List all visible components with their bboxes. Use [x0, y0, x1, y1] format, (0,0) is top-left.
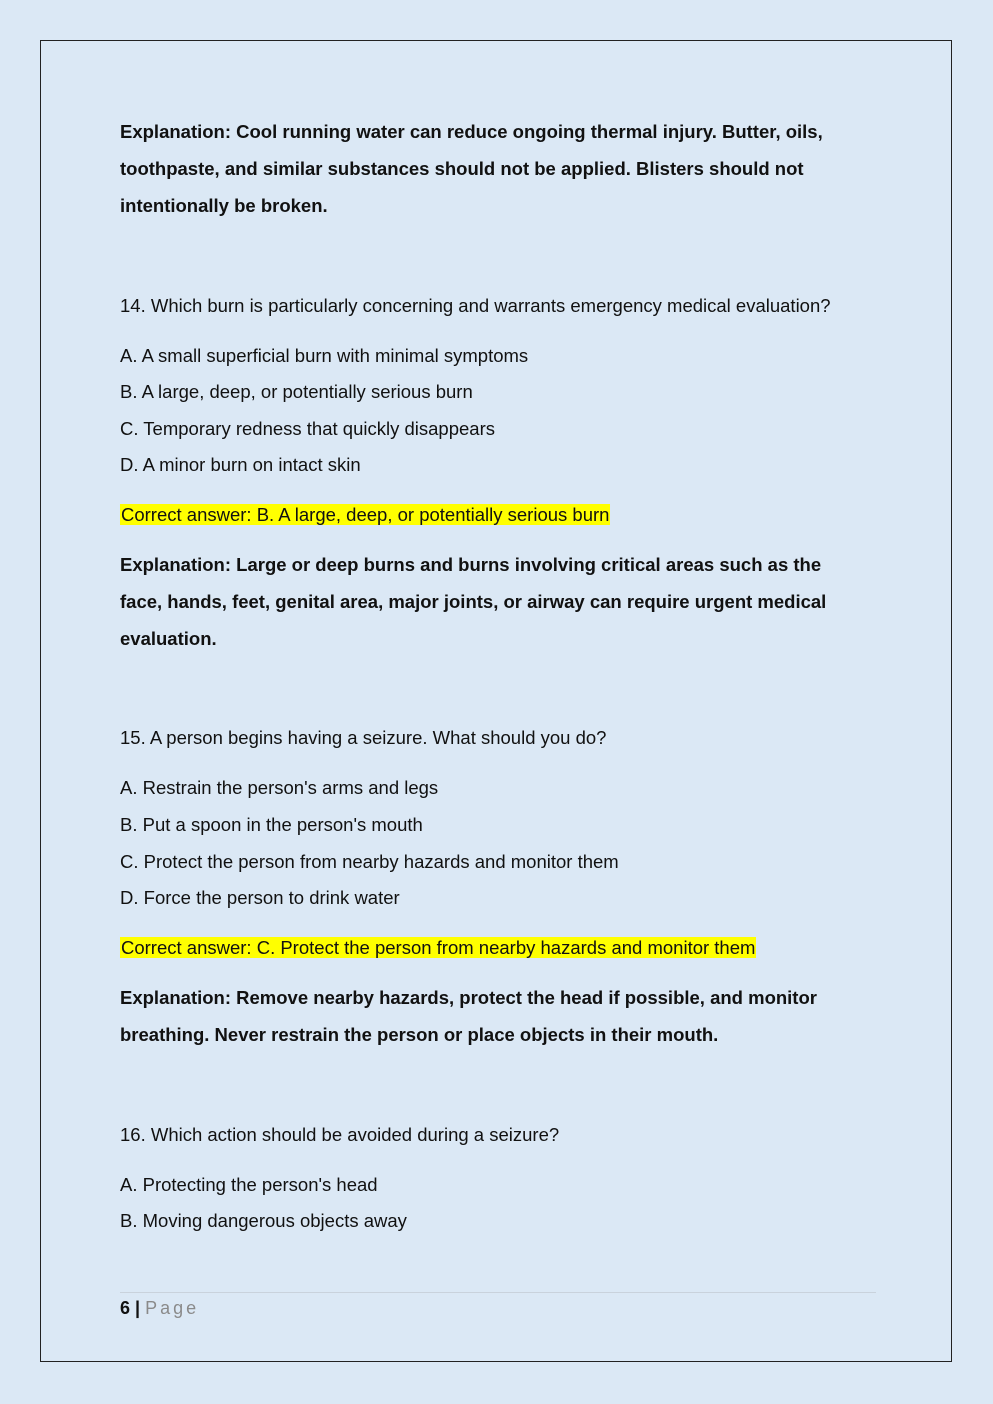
footer-divider — [120, 1292, 876, 1293]
q14-correct-answer — [120, 503, 610, 527]
page-number: 6 — [120, 1298, 131, 1318]
question-15: 15. A person begins having a seizure. What should you do? — [120, 727, 607, 748]
q14-answer-highlight: Correct answer: B. A large, deep, or potentially serious burn — [121, 504, 610, 525]
q15-option-d: D. Force the person to drink water — [120, 887, 400, 908]
q14-option-b: B. A large, deep, or potentially serious burn — [120, 381, 473, 402]
explanation-13: Explanation: Cool running water can reduce ongoing thermal injury. Butter, oils, toothpaste, and similar substances should not be applied. Blisters should not intentionally be broken. — [120, 121, 823, 216]
question-14: 14. Which burn is particularly concerning and warrants emergency medical evaluation? — [120, 295, 831, 316]
q14-option-d: D. A minor burn on intact skin — [120, 454, 361, 475]
q15-answer-highlight: Correct answer: C. Protect the person from nearby hazards and monitor them — [121, 937, 756, 958]
q15-correct-answer — [120, 936, 756, 960]
page-border — [40, 40, 952, 1362]
explanation-14: Explanation: Large or deep burns and burns involving critical areas such as the face, hands, feet, genital area, major joints, or airway can require urgent medical evaluation. — [120, 554, 827, 649]
q14-option-a: A. A small superficial burn with minimal symptoms — [120, 345, 529, 366]
question-16: 16. Which action should be avoided during a seizure? — [120, 1124, 560, 1145]
explanation-15: Explanation: Remove nearby hazards, protect the head if possible, and monitor breathing. Never restrain the person or place objects in their mouth. — [120, 987, 817, 1045]
q14-option-c: C. Temporary redness that quickly disappears — [120, 418, 495, 439]
q16-option-a: A. Protecting the person's head — [120, 1174, 378, 1195]
q16-option-b: B. Moving dangerous objects away — [120, 1210, 407, 1231]
footer-separator: | — [135, 1298, 141, 1318]
q15-option-a: A. Restrain the person's arms and legs — [120, 777, 439, 798]
q15-option-c: C. Protect the person from nearby hazards and monitor them — [120, 851, 619, 872]
page-footer — [120, 1297, 199, 1319]
q15-option-b: B. Put a spoon in the person's mouth — [120, 814, 423, 835]
page-label: Page — [145, 1298, 200, 1318]
